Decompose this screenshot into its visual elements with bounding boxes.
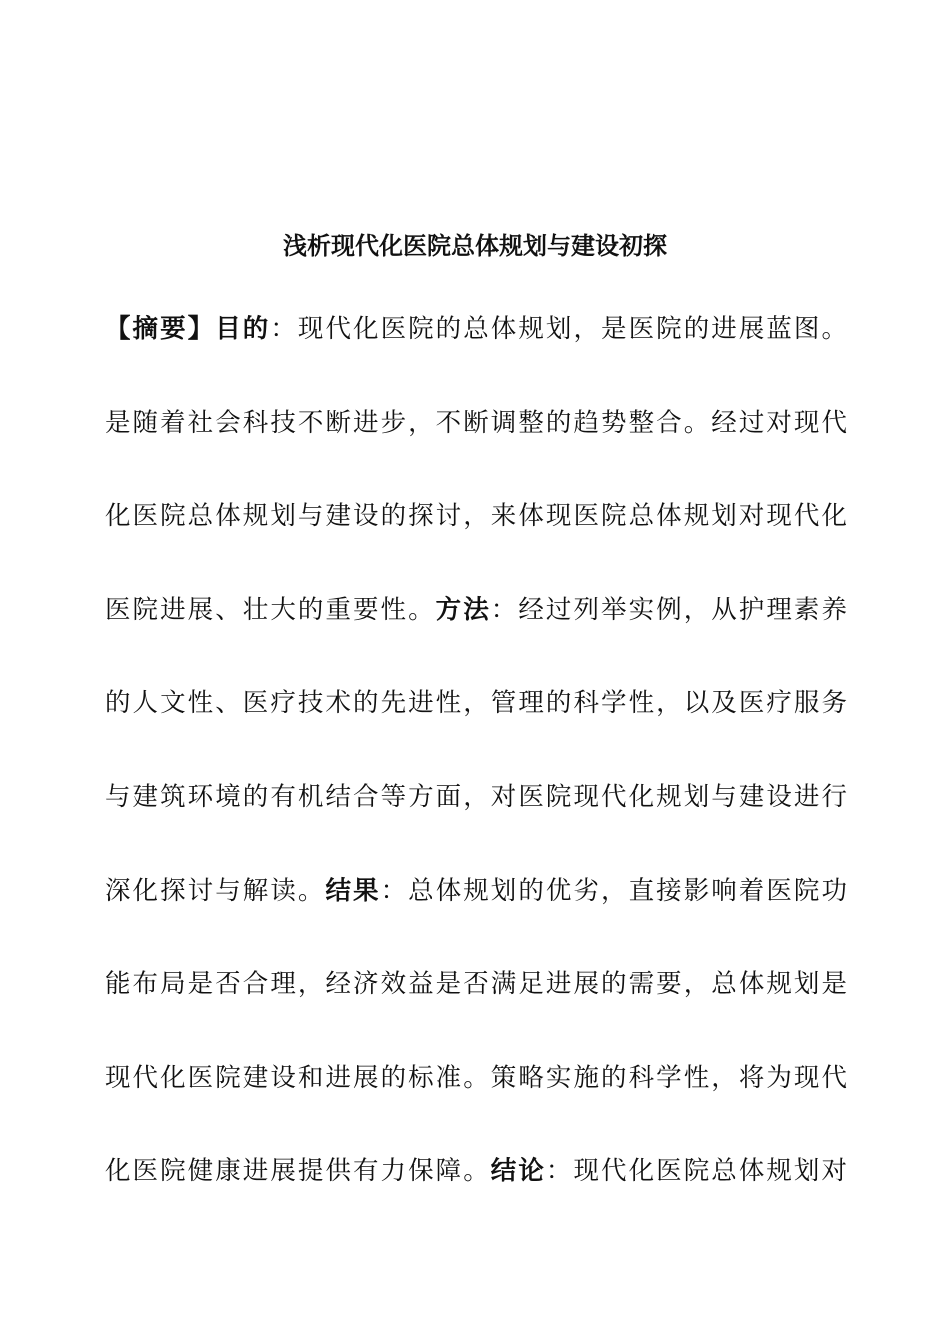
text-run: ：经过列举实例，从护理素养 — [490, 594, 847, 625]
text-line — [105, 862, 847, 956]
text-line — [105, 300, 847, 394]
text-run: 能布局是否合理，经济效益是否满足进展的需要，总体规划是 — [105, 969, 847, 1000]
text-line — [105, 394, 847, 488]
text-run: 现代化医院建设和进展的标准。策略实施的科学性，将为现代 — [105, 1062, 847, 1093]
abstract-label-purpose: 【摘要】目的 — [105, 314, 271, 344]
abstract-label-conclusion: 结论 — [490, 1156, 546, 1187]
text-line — [105, 768, 847, 862]
text-run: 化医院总体规划与建设的探讨，来体现医院总体规划对现代化 — [105, 501, 847, 532]
text-run: 化医院健康进展提供有力保障。 — [105, 1156, 491, 1187]
text-line — [105, 487, 847, 581]
text-run: 是随着社会科技不断进步，不断调整的趋势整合。经过对现代 — [105, 407, 847, 438]
text-run: 医院进展、壮大的重要性。 — [105, 594, 436, 625]
text-line — [105, 674, 847, 768]
text-run: ：现代化医院总体规划对 — [545, 1156, 847, 1187]
abstract-body — [105, 300, 847, 1236]
text-run: 深化探讨与解读。 — [105, 875, 326, 906]
text-run: ：总体规划的优劣，直接影响着医院功 — [380, 875, 847, 906]
document-title: 浅析现代化医院总体规划与建设初探 — [283, 232, 667, 260]
text-line — [105, 1142, 847, 1236]
text-run: 的人文性、医疗技术的先进性，管理的科学性，以及医疗服务 — [105, 688, 847, 719]
text-line — [105, 955, 847, 1049]
text-run: 与建筑环境的有机结合等方面，对医院现代化规划与建设进行 — [105, 781, 847, 812]
text-line — [105, 1049, 847, 1143]
text-run: ：现代化医院的总体规划，是医院的进展蓝图。 — [270, 314, 847, 344]
abstract-label-method: 方法 — [435, 594, 491, 625]
text-line — [105, 581, 847, 675]
abstract-label-result: 结果 — [325, 875, 381, 906]
